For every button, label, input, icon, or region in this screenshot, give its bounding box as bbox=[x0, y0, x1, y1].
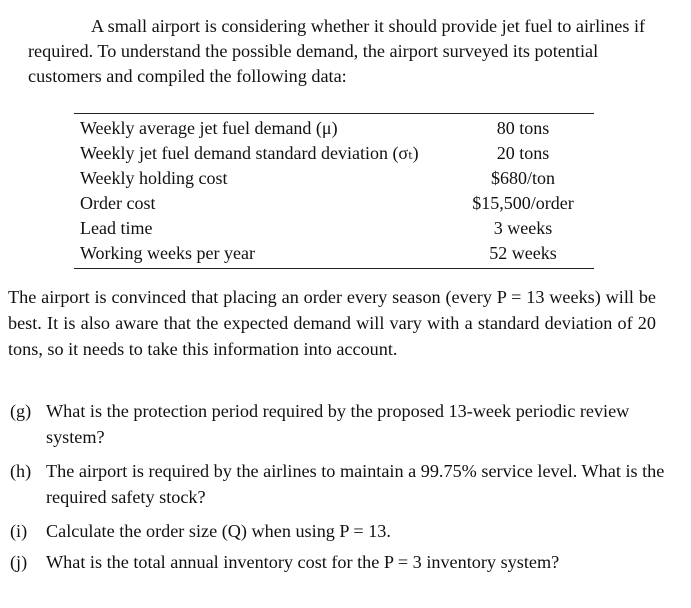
row-label: Lead time bbox=[80, 218, 153, 238]
table-row bbox=[74, 166, 594, 191]
question-text: What is the protection period required by the proposed 13-week periodic review system? bbox=[46, 401, 630, 447]
question-text: Calculate the order size (Q) when using P = 13. bbox=[46, 521, 391, 541]
table-row bbox=[74, 241, 594, 269]
row-label: Working weeks per year bbox=[80, 243, 255, 263]
question-label: (i) bbox=[10, 521, 28, 541]
question-item bbox=[10, 458, 670, 510]
question-text: The airport is required by the airlines to maintain a 99.75% service level. What is the required safety stock? bbox=[46, 461, 665, 507]
row-label: Order cost bbox=[80, 193, 156, 213]
question-list bbox=[10, 398, 670, 581]
table-row bbox=[74, 191, 594, 216]
row-label: Weekly holding cost bbox=[80, 168, 228, 188]
question-item bbox=[10, 549, 670, 575]
row-value: 80 tons bbox=[496, 118, 550, 138]
data-table bbox=[74, 113, 594, 269]
question-text: What is the total annual inventory cost for the P = 3 inventory system? bbox=[46, 552, 560, 572]
question-label: (j) bbox=[10, 552, 28, 572]
table-row bbox=[74, 141, 594, 166]
table-row bbox=[74, 114, 594, 142]
table-row bbox=[74, 216, 594, 241]
question-label: (g) bbox=[10, 401, 32, 421]
row-label: Weekly average jet fuel demand (μ) bbox=[80, 118, 338, 138]
row-value: 20 tons bbox=[496, 143, 550, 163]
row-value: 3 weeks bbox=[493, 218, 553, 238]
question-label: (h) bbox=[10, 461, 32, 481]
row-value: 52 weeks bbox=[489, 243, 557, 263]
body-paragraph: The airport is convinced that placing an order every season (every P = 13 weeks) will be best. It is also aware that the expected demand will vary with a standard deviation of 20 tons, so it needs to take this information into account. bbox=[8, 287, 656, 359]
question-item bbox=[10, 398, 670, 450]
row-label: Weekly jet fuel demand standard deviation (σₜ) bbox=[80, 143, 419, 163]
intro-paragraph: A small airport is considering whether it should provide jet fuel to airlines if required. To understand the possible demand, the airport surveyed its potential customers and compiled the following data: bbox=[28, 16, 646, 86]
row-value: $680/ton bbox=[490, 168, 555, 188]
row-value: $15,500/order bbox=[472, 193, 574, 213]
question-item bbox=[10, 518, 670, 544]
